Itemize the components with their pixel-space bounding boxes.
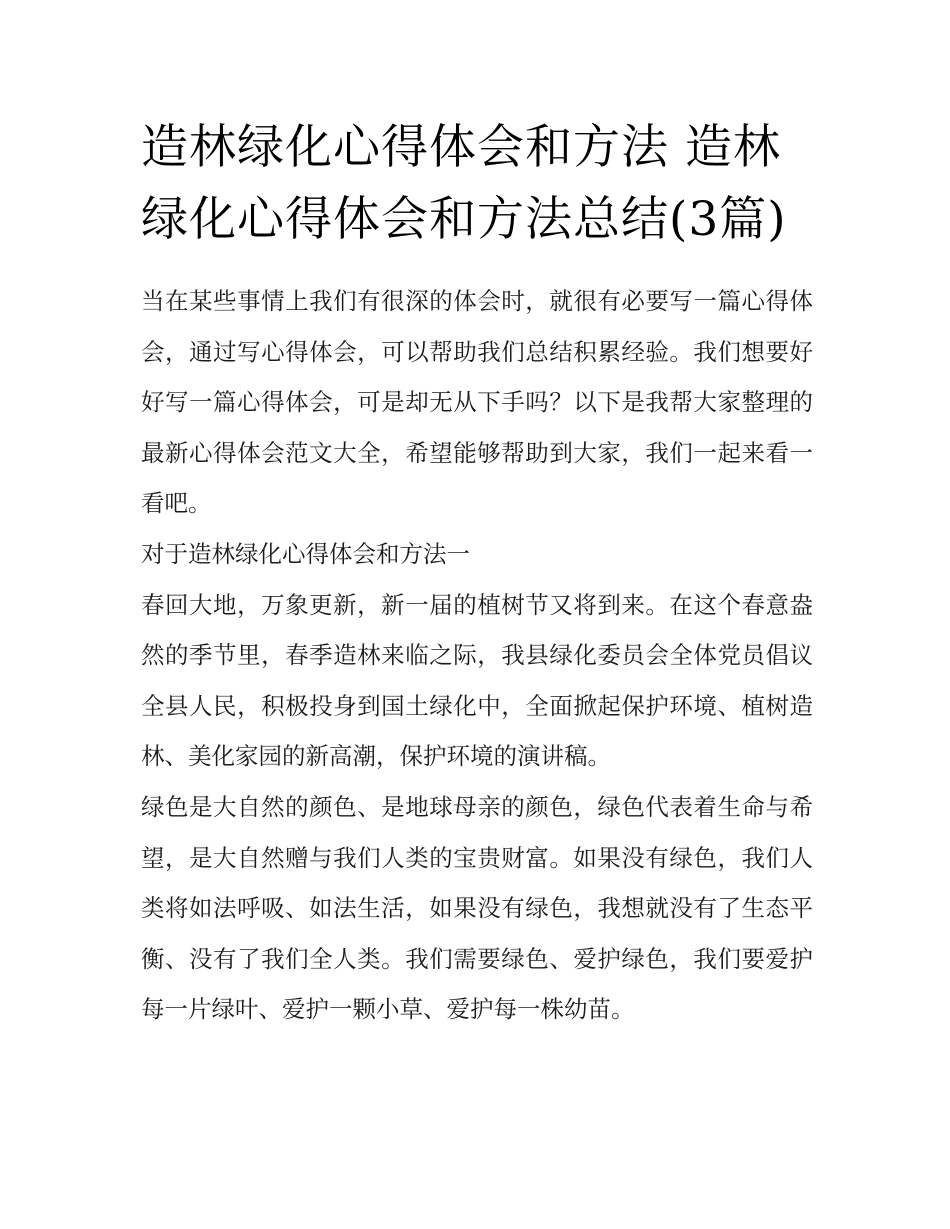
body-paragraph: 绿色是大自然的颜色、是地球母亲的颜色，绿色代表着生命与希望，是大自然赠与我们人类的宝贵财富。如果没有绿色，我们人类将如法呼吸、如法生活，如果没有绿色，我想就没有了生态平衡、没有了我们全人类。我们需要绿色、爱护绿色，我们要爱护每一片绿叶、爱护一颗小草、爱护每一株幼苗。: [141, 792, 813, 1024]
section-heading: 对于造林绿化心得体会和方法一: [141, 539, 470, 568]
intro-paragraph: 当在某些事情上我们有很深的体会时，就很有必要写一篇心得体会，通过写心得体会，可以帮助我们总结积累经验。我们想要好好写一篇心得体会，可是却无从下手吗？以下是我帮大家整理的最新心得体会范文大全，希望能够帮助到大家，我们一起来看一看吧。: [141, 287, 813, 518]
body-paragraph: 春回大地，万象更新，新一届的植树节又将到来。在这个春意盎然的季节里，春季造林来临之际，我县绿化委员会全体党员倡议全县人民，积极投身到国土绿化中，全面掀起保护环境、植树造林、美化家园的新高潮，保护环境的演讲稿。: [141, 590, 813, 771]
document-body: [141, 276, 813, 1035]
document-title: 造林绿化心得体会和方法 造林绿化心得体会和方法总结(3篇): [141, 120, 787, 247]
document-content: [141, 112, 813, 1035]
